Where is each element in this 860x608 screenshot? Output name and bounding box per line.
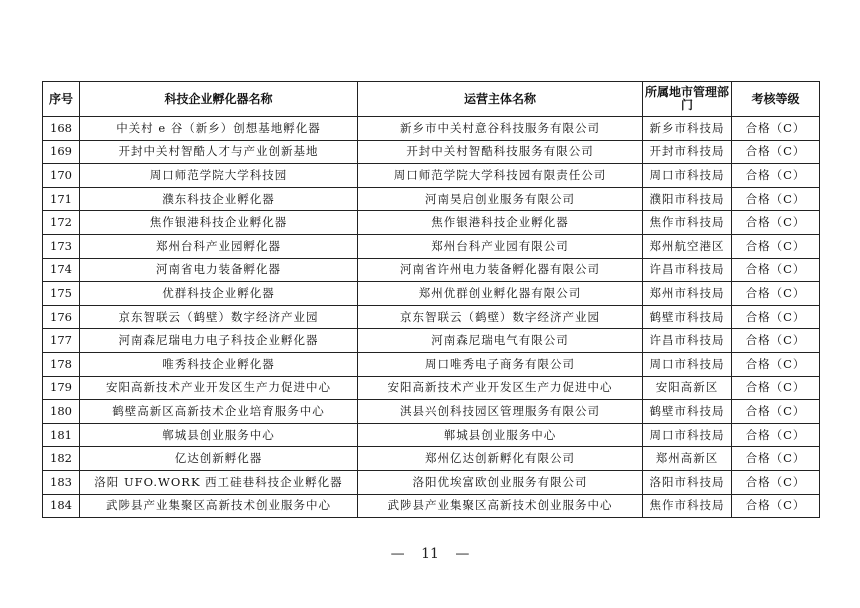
cell-operator-name: 武陟县产业集聚区高新技术创业服务中心 xyxy=(358,494,643,518)
cell-incubator-name: 河南省电力装备孵化器 xyxy=(80,258,358,282)
footer-dash-left: — xyxy=(390,546,405,562)
cell-authority: 洛阳市科技局 xyxy=(643,470,732,494)
table-row xyxy=(43,423,820,447)
cell-incubator-name: 周口师范学院大学科技园 xyxy=(80,164,358,188)
table-row xyxy=(43,258,820,282)
cell-incubator-name: 唯秀科技企业孵化器 xyxy=(80,352,358,376)
header-operator-name: 运营主体名称 xyxy=(358,82,643,117)
cell-seq: 173 xyxy=(43,234,80,258)
cell-grade: 合格（C） xyxy=(732,282,820,306)
cell-authority: 鹤壁市科技局 xyxy=(643,305,732,329)
cell-authority: 周口市科技局 xyxy=(643,164,732,188)
cell-seq: 178 xyxy=(43,352,80,376)
cell-grade: 合格（C） xyxy=(732,305,820,329)
cell-grade: 合格（C） xyxy=(732,117,820,141)
footer-dash-right: — xyxy=(455,546,470,562)
incubator-table xyxy=(42,81,820,518)
header-grade: 考核等级 xyxy=(732,82,820,117)
table-row xyxy=(43,187,820,211)
table-row xyxy=(43,305,820,329)
cell-incubator-name: 武陟县产业集聚区高新技术创业服务中心 xyxy=(80,494,358,518)
cell-incubator-name: 优群科技企业孵化器 xyxy=(80,282,358,306)
cell-incubator-name: 亿达创新孵化器 xyxy=(80,447,358,471)
table-row xyxy=(43,470,820,494)
page-number: 11 xyxy=(421,546,439,562)
cell-authority: 焦作市科技局 xyxy=(643,211,732,235)
cell-incubator-name: 中关村 e 谷（新乡）创想基地孵化器 xyxy=(80,117,358,141)
page-footer xyxy=(0,546,860,562)
cell-seq: 177 xyxy=(43,329,80,353)
cell-authority: 开封市科技局 xyxy=(643,140,732,164)
table-row xyxy=(43,211,820,235)
cell-operator-name: 淇县兴创科技园区管理服务有限公司 xyxy=(358,400,643,424)
cell-seq: 174 xyxy=(43,258,80,282)
cell-incubator-name: 洛阳 UFO.WORK 西工硅巷科技企业孵化器 xyxy=(80,470,358,494)
cell-operator-name: 河南省许州电力装备孵化器有限公司 xyxy=(358,258,643,282)
cell-seq: 169 xyxy=(43,140,80,164)
table-row xyxy=(43,164,820,188)
cell-grade: 合格（C） xyxy=(732,376,820,400)
cell-operator-name: 郑州优群创业孵化器有限公司 xyxy=(358,282,643,306)
cell-operator-name: 郑州亿达创新孵化有限公司 xyxy=(358,447,643,471)
cell-grade: 合格（C） xyxy=(732,164,820,188)
table-row xyxy=(43,282,820,306)
header-incubator-name: 科技企业孵化器名称 xyxy=(80,82,358,117)
table-row xyxy=(43,140,820,164)
cell-authority: 郑州市科技局 xyxy=(643,282,732,306)
cell-seq: 175 xyxy=(43,282,80,306)
cell-grade: 合格（C） xyxy=(732,258,820,282)
cell-incubator-name: 京东智联云（鹤壁）数字经济产业园 xyxy=(80,305,358,329)
cell-authority: 周口市科技局 xyxy=(643,423,732,447)
cell-grade: 合格（C） xyxy=(732,447,820,471)
cell-grade: 合格（C） xyxy=(732,470,820,494)
cell-seq: 171 xyxy=(43,187,80,211)
cell-incubator-name: 焦作银港科技企业孵化器 xyxy=(80,211,358,235)
cell-incubator-name: 郸城县创业服务中心 xyxy=(80,423,358,447)
table-row xyxy=(43,352,820,376)
cell-grade: 合格（C） xyxy=(732,400,820,424)
cell-seq: 170 xyxy=(43,164,80,188)
cell-grade: 合格（C） xyxy=(732,140,820,164)
cell-authority: 焦作市科技局 xyxy=(643,494,732,518)
table-header-row xyxy=(43,82,820,117)
cell-incubator-name: 郑州台科产业园孵化器 xyxy=(80,234,358,258)
cell-incubator-name: 鹤壁高新区高新技术企业培育服务中心 xyxy=(80,400,358,424)
cell-grade: 合格（C） xyxy=(732,423,820,447)
cell-grade: 合格（C） xyxy=(732,187,820,211)
table-row xyxy=(43,329,820,353)
cell-seq: 181 xyxy=(43,423,80,447)
table-row xyxy=(43,494,820,518)
header-seq: 序号 xyxy=(43,82,80,117)
cell-operator-name: 周口唯秀电子商务有限公司 xyxy=(358,352,643,376)
cell-operator-name: 河南昊启创业服务有限公司 xyxy=(358,187,643,211)
table-body xyxy=(43,117,820,518)
table-row xyxy=(43,400,820,424)
cell-authority: 周口市科技局 xyxy=(643,352,732,376)
cell-authority: 鹤壁市科技局 xyxy=(643,400,732,424)
cell-operator-name: 新乡市中关村意谷科技服务有限公司 xyxy=(358,117,643,141)
cell-operator-name: 郑州台科产业园有限公司 xyxy=(358,234,643,258)
table-row xyxy=(43,117,820,141)
header-authority: 所属地市管理部门 xyxy=(643,82,732,117)
cell-authority: 新乡市科技局 xyxy=(643,117,732,141)
cell-seq: 179 xyxy=(43,376,80,400)
cell-seq: 176 xyxy=(43,305,80,329)
cell-incubator-name: 濮东科技企业孵化器 xyxy=(80,187,358,211)
cell-grade: 合格（C） xyxy=(732,494,820,518)
cell-authority: 郑州高新区 xyxy=(643,447,732,471)
cell-authority: 安阳高新区 xyxy=(643,376,732,400)
cell-authority: 许昌市科技局 xyxy=(643,329,732,353)
table-row xyxy=(43,447,820,471)
cell-grade: 合格（C） xyxy=(732,329,820,353)
cell-authority: 许昌市科技局 xyxy=(643,258,732,282)
cell-authority: 郑州航空港区 xyxy=(643,234,732,258)
cell-seq: 172 xyxy=(43,211,80,235)
cell-seq: 184 xyxy=(43,494,80,518)
cell-incubator-name: 开封中关村智酷人才与产业创新基地 xyxy=(80,140,358,164)
cell-operator-name: 京东智联云（鹤壁）数字经济产业园 xyxy=(358,305,643,329)
cell-operator-name: 焦作银港科技企业孵化器 xyxy=(358,211,643,235)
cell-incubator-name: 河南森尼瑞电力电子科技企业孵化器 xyxy=(80,329,358,353)
cell-operator-name: 河南森尼瑞电气有限公司 xyxy=(358,329,643,353)
cell-seq: 180 xyxy=(43,400,80,424)
cell-operator-name: 洛阳优埃富欧创业服务有限公司 xyxy=(358,470,643,494)
cell-operator-name: 安阳高新技术产业开发区生产力促进中心 xyxy=(358,376,643,400)
cell-seq: 183 xyxy=(43,470,80,494)
cell-operator-name: 周口师范学院大学科技园有限责任公司 xyxy=(358,164,643,188)
cell-operator-name: 开封中关村智酷科技服务有限公司 xyxy=(358,140,643,164)
cell-operator-name: 郸城县创业服务中心 xyxy=(358,423,643,447)
cell-grade: 合格（C） xyxy=(732,352,820,376)
cell-seq: 182 xyxy=(43,447,80,471)
cell-authority: 濮阳市科技局 xyxy=(643,187,732,211)
table-row xyxy=(43,234,820,258)
cell-grade: 合格（C） xyxy=(732,234,820,258)
cell-incubator-name: 安阳高新技术产业开发区生产力促进中心 xyxy=(80,376,358,400)
cell-grade: 合格（C） xyxy=(732,211,820,235)
table-row xyxy=(43,376,820,400)
cell-seq: 168 xyxy=(43,117,80,141)
